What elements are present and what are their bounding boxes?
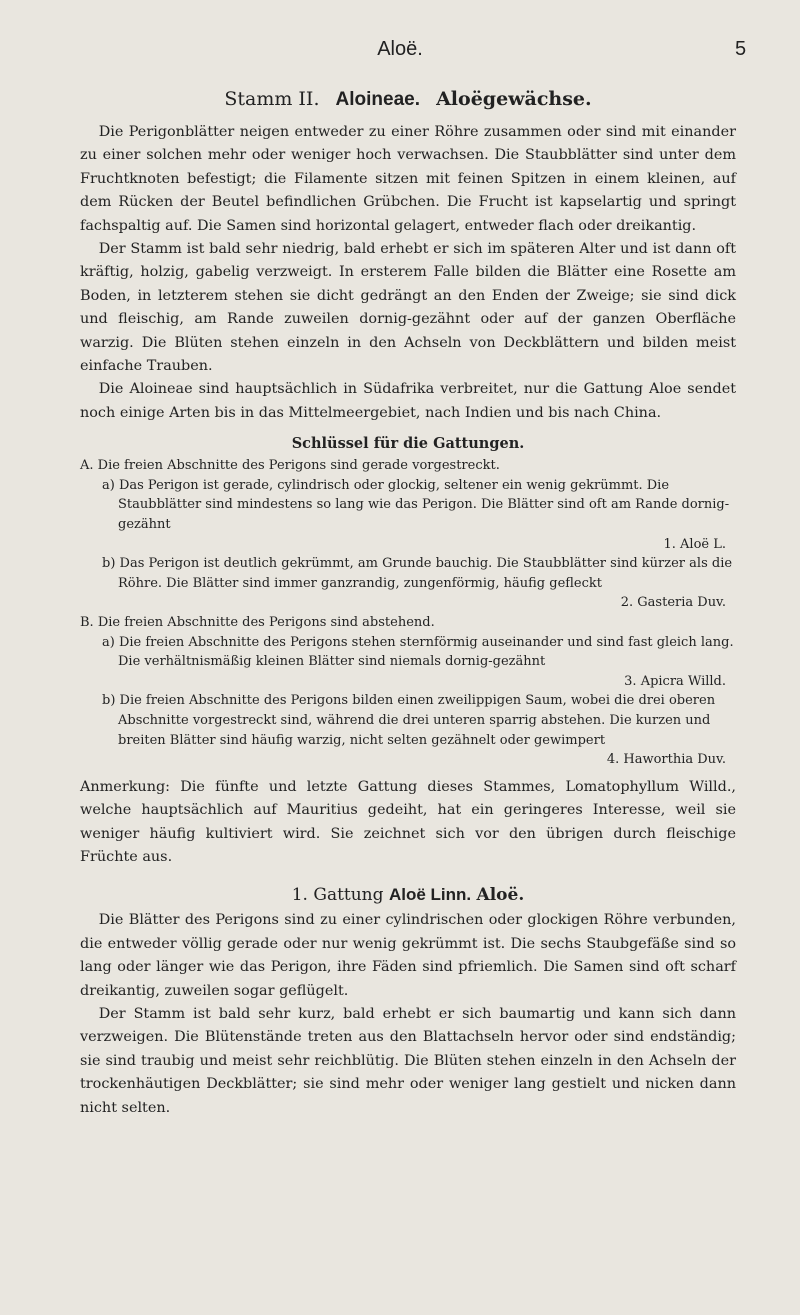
key-row-text: a) Das Perigon ist gerade, cylindrisch oder glockig, seltener ein wenig gekrümmt. Die Staubblätter sind mindestens so lang wie das Perigon. Die Blätter sind oft am Rande dornig-gezähnt [102, 477, 730, 533]
key-heading: Schlüssel für die Gattungen. [291, 435, 525, 453]
page-number: 5 [735, 38, 747, 60]
genus-paragraph: Der Stamm ist bald sehr kurz, bald erhebt er sich baumartig und kann sich dann verzweigen. Die Blütenstände treten aus den Blattachseln hervor oder sind endständig; sie sind traubig und meist sehr reichblütig. Die Blüten stehen einzeln in den Achseln der trockenhäutigen Deckblätter; sie sind mehr oder weniger lang gestielt und nicken dann nicht selten. [80, 1006, 736, 1116]
key-row-genus: 1. Aloë L. [663, 536, 726, 552]
paragraph: Die Perigonblätter neigen entweder zu einer Röhre zusammen oder sind mit einander zu einer solchen mehr oder weniger hoch verwachsen. Die Staubblätter sind unter dem Fruchtknoten befestigt; die Filamente sitzen mit feinen Spitzen in einem kleinen, auf dem Rücken der Beutel befindlichen Grübchen. Die Frucht ist kapselartig und springt fachspaltig auf. Die Samen sind horizontal gelagert, entweder flach oder dreikantig. [80, 124, 736, 234]
key-row-genus: 3. Apicra Willd. [624, 673, 726, 689]
note-paragraph: Anmerkung: Die fünfte und letzte Gattung dieses Stammes, Lomatophyllum Willd., welche hauptsächlich auf Mauritius gedeiht, hat ein geringeres Interesse, weil sie weniger häufig kultiviert wird. Sie zeichnet sich vor den übrigen durch fleischige Früchte aus. [80, 778, 736, 865]
key-row-genus: 4. Haworthia Duv. [606, 752, 726, 768]
key-row [80, 456, 736, 476]
genus-paragraph: Die Blätter des Perigons sind zu einer cylindrischen oder glockigen Röhre verbunden, die entweder völlig gerade oder nur wenig gekrümmt ist. Die sechs Staubgefäße sind so lang oder länger wie das Perigon, ihre Fäden sind pfriemlich. Die Samen sind oft scharf dreikantig, zuweilen sogar geflügelt. [80, 912, 736, 999]
section-heading [80, 88, 736, 111]
section-latin-name: Aloineae. [335, 89, 421, 110]
key-row [80, 554, 736, 613]
section-german-name: Aloëgewächse. [436, 88, 592, 110]
key-row [80, 691, 736, 769]
key-row-text: b) Das Perigon ist deutlich gekrümmt, am Grunde bauchig. Die Staubblätter sind kürzer als die Röhre. Die Blätter sind immer ganzrandig, zungenförmig, häufig gefleckt [102, 556, 733, 591]
key-row-text: B. Die freien Abschnitte des Perigons sind abstehend. [80, 615, 435, 631]
key-row [80, 613, 736, 633]
paragraph: Die Aloineae sind hauptsächlich in Südafrika verbreitet, nur die Gattung Aloe sendet noch einige Arten bis in das Mittelmeergebiet, nach Indien und bis nach China. [80, 381, 736, 421]
key-row-text: A. Die freien Abschnitte des Perigons sind gerade vorgestreckt. [80, 458, 500, 474]
paragraph: Der Stamm ist bald sehr niedrig, bald erhebt er sich im späteren Alter und ist dann oft kräftig, holzig, gabelig verzweigt. In ersterem Falle bilden die Blätter eine Rosette am Boden, in letzterem stehen sie dicht gedrängt an den Enden der Zweige; sie sind dick und fleischig, am Rande zuweilen dornig-gezähnt oder auf der ganzen Oberfläche warzig. Die Blüten stehen einzeln in den Achseln von Deckblättern und bilden meist einfache Trauben. [80, 241, 736, 375]
running-title: Aloë. [377, 38, 423, 60]
page-content [80, 88, 736, 1120]
key-row-genus: 2. Gasteria Duv. [620, 595, 726, 611]
genus-latin-name: Aloë Linn. [388, 885, 472, 905]
genus-prefix: 1. Gattung [291, 885, 384, 906]
key-row [80, 633, 736, 692]
genus-german-name: Aloë. [476, 885, 525, 906]
key-row-text: a) Die freien Abschnitte des Perigons stehen sternförmig auseinander und sind fast gleich lang. Die verhältnismäßig kleinen Blätter sind niemals dornig-gezähnt [102, 634, 734, 670]
key-row [80, 476, 736, 554]
section-prefix: Stamm II. [224, 88, 320, 110]
genus-heading [80, 885, 736, 905]
key-row-text: b) Die freien Abschnitte des Perigons bilden einen zweilippigen Saum, wobei die drei oberen Abschnitte vorgestreckt sind, während die drei unteren sparrig abstehen. Die kurzen und breiten Blätter sind häufig warzig, nicht selten gezähnelt oder gewimpert [102, 693, 716, 748]
identification-key [80, 456, 736, 770]
